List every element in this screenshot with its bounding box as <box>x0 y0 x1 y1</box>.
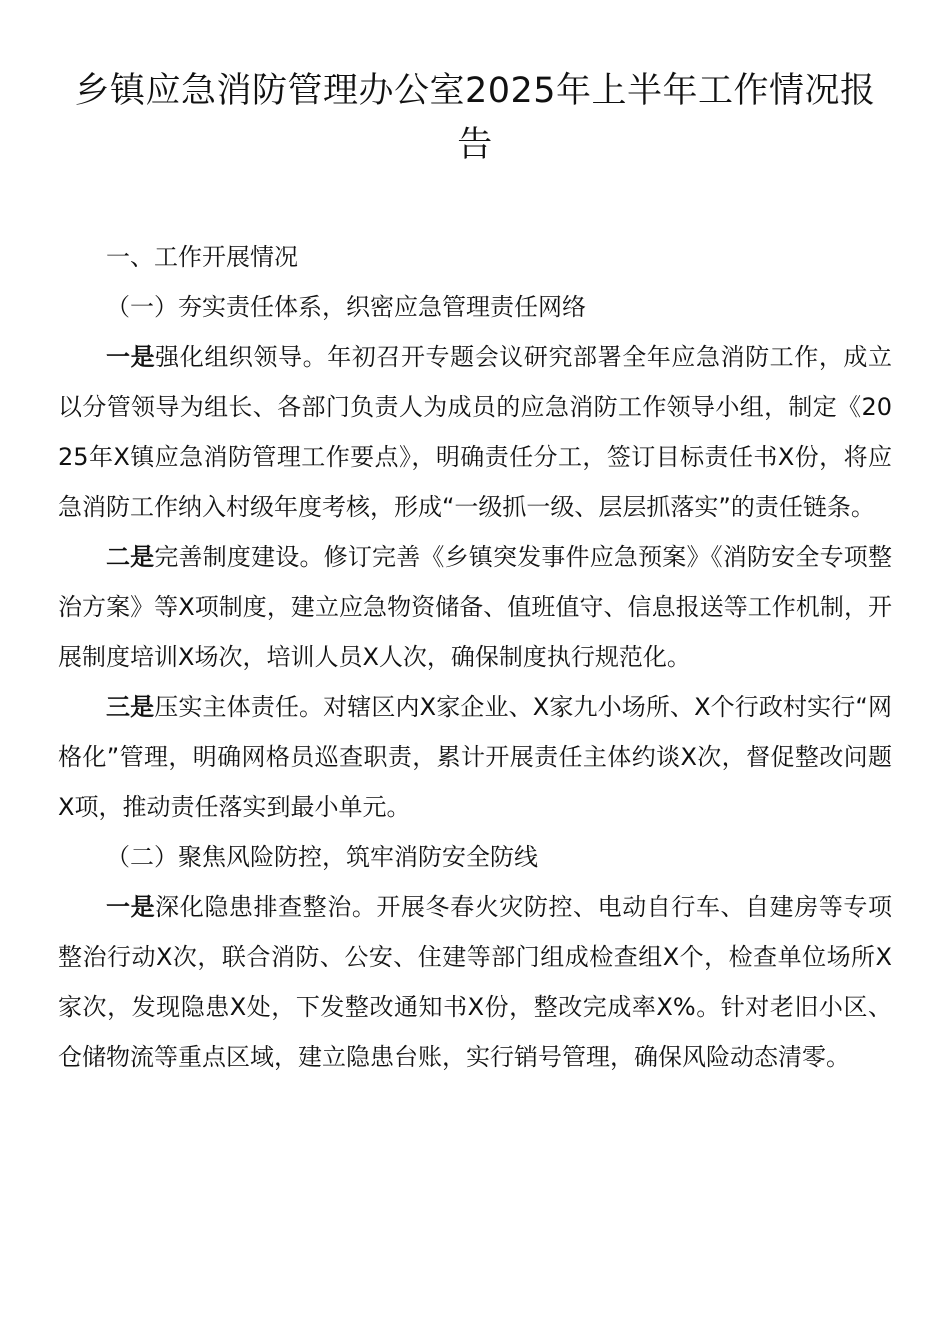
body-paragraph <box>58 882 892 1082</box>
subsection-heading: （一）夯实责任体系，织密应急管理责任网络 <box>106 293 586 321</box>
paragraph-text: 强化组织领导。年初召开专题会议研究部署全年应急消防工作，成立以分管领导为组长、各部门负责人为成员的应急消防工作领导小组，制定《2025年X镇应急消防管理工作要点》，明确责任分工，签订目标责任书X份，将应急消防工作纳入村级年度考核，形成“一级抓一级、层层抓落实”的责任链条。 <box>58 343 893 521</box>
paragraph-lead: 二是 <box>106 543 155 571</box>
document-body <box>58 232 892 1082</box>
body-paragraph <box>58 332 892 532</box>
document-title: 乡镇应急消防管理办公室2025年上半年工作情况报告 <box>74 71 876 165</box>
body-paragraph <box>58 532 892 682</box>
body-paragraph <box>58 682 892 832</box>
subsection-heading: （二）聚焦风险防控，筑牢消防安全防线 <box>106 843 538 871</box>
paragraph-lead: 一是 <box>106 893 156 921</box>
paragraph-text: 压实主体责任。对辖区内X家企业、X家九小场所、X个行政村实行“网格化”管理，明确网格员巡查职责，累计开展责任主体约谈X次，督促整改问题X项，推动责任落实到最小单元。 <box>58 693 892 821</box>
paragraph-text: 深化隐患排查整治。开展冬春火灾防控、电动自行车、自建房等专项整治行动X次，联合消防、公安、住建等部门组成检查组X个，检查单位场所X家次，发现隐患X处，下发整改通知书X份，整改完成率X%。针对老旧小区、仓储物流等重点区域，建立隐患台账，实行销号管理，确保风险动态清零。 <box>58 893 893 1071</box>
paragraph-lead: 一是 <box>106 343 156 371</box>
paragraph-text: 完善制度建设。修订完善《乡镇突发事件应急预案》《消防安全专项整治方案》等X项制度，建立应急物资储备、值班值守、信息报送等工作机制，开展制度培训X场次，培训人员X人次，确保制度执行规范化。 <box>58 543 892 671</box>
section-heading: 一、工作开展情况 <box>106 243 298 271</box>
paragraph-lead: 三是 <box>106 693 155 721</box>
